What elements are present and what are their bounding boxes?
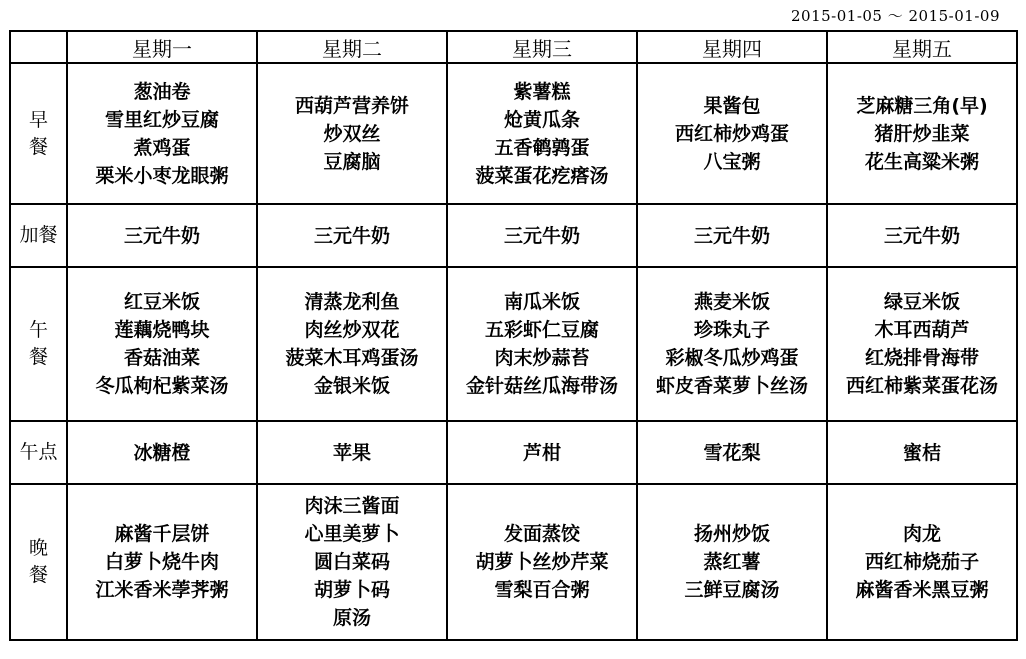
meal-label xyxy=(10,267,67,421)
dish-name: 菠菜木耳鸡蛋汤 xyxy=(285,347,419,369)
day-header-mon: 星期一 xyxy=(67,31,257,63)
dish-name: 金银米饭 xyxy=(313,375,390,397)
dish-name: 西红柿烧茄子 xyxy=(864,551,979,573)
meal-label-text: 早 xyxy=(28,108,48,131)
dish-name: 西红柿紫菜蛋花汤 xyxy=(845,375,998,397)
menu-cell xyxy=(637,63,827,204)
menu-cell xyxy=(447,484,637,640)
dish-name: 花生高粱米粥 xyxy=(864,150,979,173)
menu-cell xyxy=(257,204,447,267)
meal-label-text: 午 xyxy=(28,319,48,341)
menu-cell xyxy=(447,421,637,484)
menu-cell xyxy=(67,421,257,484)
dish-name: 西葫芦营养饼 xyxy=(294,94,409,117)
dish-name: 清蒸龙利鱼 xyxy=(304,291,400,313)
menu-cell xyxy=(827,421,1017,484)
date-range: 2015-01-05 ～ 2015-01-09 xyxy=(790,7,1000,25)
dish-name: 葱油卷 xyxy=(133,80,191,103)
meal-label xyxy=(10,421,67,484)
day-header-tue: 星期二 xyxy=(257,31,447,63)
dish-name: 煮鸡蛋 xyxy=(133,136,191,159)
meal-row-lunch xyxy=(10,267,1017,421)
dish-name: 栗米小枣龙眼粥 xyxy=(95,164,229,187)
meal-label-text: 餐 xyxy=(28,346,48,368)
dish-name: 三元牛奶 xyxy=(693,224,770,247)
dish-name: 雪梨百合粥 xyxy=(494,579,590,601)
dish-name: 肉沫三酱面 xyxy=(304,495,400,517)
dish-name: 肉龙 xyxy=(902,523,941,545)
menu-cell xyxy=(827,204,1017,267)
dish-name: 心里美萝卜 xyxy=(304,523,400,545)
menu-cell xyxy=(257,421,447,484)
dish-name: 三元牛奶 xyxy=(883,224,960,247)
dish-name: 金针菇丝瓜海带汤 xyxy=(465,375,618,397)
day-header-thu: 星期四 xyxy=(637,31,827,63)
dish-name: 香菇油菜 xyxy=(123,347,200,369)
dish-name: 燕麦米饭 xyxy=(693,291,770,313)
meal-label-text: 晚 xyxy=(28,537,48,559)
dish-name: 扬州炒饭 xyxy=(693,523,770,545)
menu-cell xyxy=(67,63,257,204)
dish-name: 麻酱千层饼 xyxy=(114,523,210,545)
weekly-menu-table xyxy=(9,30,1018,641)
dish-name: 白萝卜烧牛肉 xyxy=(104,551,219,573)
meal-label xyxy=(10,63,67,204)
meal-label-text: 餐 xyxy=(28,135,48,158)
dish-name: 南瓜米饭 xyxy=(503,291,580,313)
dish-name: 莲藕烧鸭块 xyxy=(114,319,210,341)
dish-name: 炝黄瓜条 xyxy=(503,108,580,131)
corner-cell xyxy=(10,31,67,63)
menu-cell xyxy=(257,63,447,204)
dish-name: 西红柿炒鸡蛋 xyxy=(674,122,789,145)
dish-name: 珍珠丸子 xyxy=(693,319,770,341)
menu-cell xyxy=(637,204,827,267)
dish-name: 芦柑 xyxy=(522,441,561,464)
dish-name: 肉丝炒双花 xyxy=(304,319,400,341)
menu-cell xyxy=(447,204,637,267)
dish-name: 果酱包 xyxy=(703,94,761,117)
dish-name: 麻酱香米黑豆粥 xyxy=(855,579,989,601)
dish-name: 八宝粥 xyxy=(703,150,761,173)
dish-name: 雪花梨 xyxy=(703,441,761,464)
menu-cell xyxy=(257,484,447,640)
dish-name: 原汤 xyxy=(332,607,371,629)
menu-cell xyxy=(67,267,257,421)
menu-cell xyxy=(447,267,637,421)
dish-name: 冰糖橙 xyxy=(133,441,191,464)
menu-cell xyxy=(637,421,827,484)
dish-name: 豆腐脑 xyxy=(323,150,381,173)
dish-name: 肉末炒蒜苔 xyxy=(494,347,590,369)
dish-name: 发面蒸饺 xyxy=(503,523,580,545)
header-row xyxy=(10,31,1017,63)
dish-name: 五彩虾仁豆腐 xyxy=(484,319,599,341)
dish-name: 圆白菜码 xyxy=(313,551,390,573)
dish-name: 彩椒冬瓜炒鸡蛋 xyxy=(665,347,799,369)
menu-cell xyxy=(67,484,257,640)
menu-cell xyxy=(67,204,257,267)
dish-name: 胡萝卜码 xyxy=(313,579,390,601)
menu-cell xyxy=(827,267,1017,421)
dish-name: 菠菜蛋花疙瘩汤 xyxy=(475,164,609,187)
dish-name: 红豆米饭 xyxy=(123,291,200,313)
menu-cell xyxy=(257,267,447,421)
dish-name: 苹果 xyxy=(332,441,371,464)
menu-body xyxy=(10,63,1017,640)
day-header-wed: 星期三 xyxy=(447,31,637,63)
menu-cell xyxy=(447,63,637,204)
dish-name: 木耳西葫芦 xyxy=(874,319,970,341)
meal-row-dinner xyxy=(10,484,1017,640)
meal-label-text: 午点 xyxy=(19,441,58,463)
dish-name: 五香鹌鹑蛋 xyxy=(494,136,590,159)
dish-name: 芝麻糖三角(早) xyxy=(856,94,988,117)
dish-name: 炒双丝 xyxy=(323,122,381,145)
meal-row-afternoon-snack xyxy=(10,421,1017,484)
dish-name: 江米香米荸荠粥 xyxy=(95,579,229,601)
dish-name: 三鲜豆腐汤 xyxy=(684,579,780,601)
menu-cell xyxy=(637,267,827,421)
menu-cell xyxy=(827,63,1017,204)
dish-name: 冬瓜枸杞紫菜汤 xyxy=(95,375,229,397)
dish-name: 三元牛奶 xyxy=(123,224,200,247)
dish-name: 胡萝卜丝炒芹菜 xyxy=(475,551,609,573)
dish-name: 蒸红薯 xyxy=(703,551,761,573)
dish-name: 蜜桔 xyxy=(902,441,941,464)
dish-name: 三元牛奶 xyxy=(503,224,580,247)
dish-name: 红烧排骨海带 xyxy=(864,347,979,369)
meal-label xyxy=(10,204,67,267)
dish-name: 猪肝炒韭菜 xyxy=(874,122,970,145)
dish-name: 绿豆米饭 xyxy=(883,291,960,313)
meal-row-morning-snack xyxy=(10,204,1017,267)
meal-label-text: 餐 xyxy=(28,564,48,586)
menu-cell xyxy=(827,484,1017,640)
meal-label-text: 加餐 xyxy=(19,224,58,246)
meal-row-breakfast xyxy=(10,63,1017,204)
dish-name: 虾皮香菜萝卜丝汤 xyxy=(655,375,808,397)
menu-cell xyxy=(637,484,827,640)
dish-name: 雪里红炒豆腐 xyxy=(104,108,219,131)
day-header-fri: 星期五 xyxy=(827,31,1017,63)
dish-name: 三元牛奶 xyxy=(313,224,390,247)
meal-label xyxy=(10,484,67,640)
dish-name: 紫薯糕 xyxy=(513,80,571,103)
